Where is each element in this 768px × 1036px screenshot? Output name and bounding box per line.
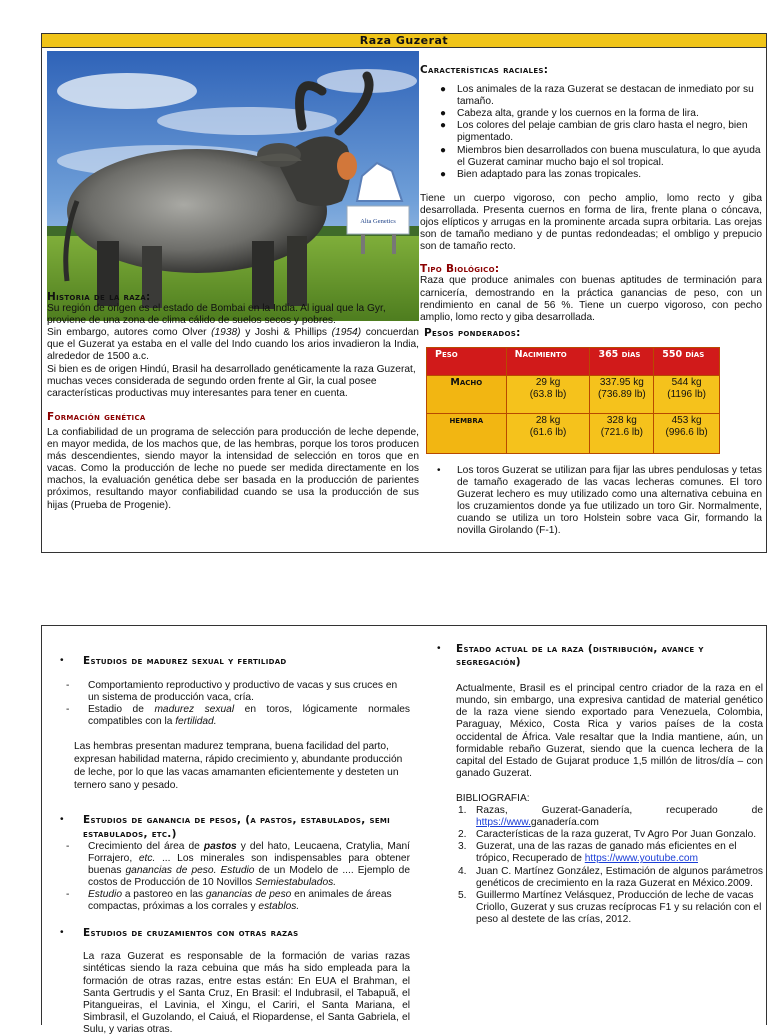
madurez-heading-row: • Estudios de madurez sexual y fertilidad [60, 655, 287, 667]
header-cell: Peso [427, 347, 507, 375]
list-item: 5. Guillermo Martínez Velásquez, Producción de leche de vacas Criollo, Guzerat y sus cruzas recíprocas F1 y su relación con el peso al destete de las crías, 2012. [458, 889, 762, 925]
bibliografia-list [437, 805, 763, 926]
table-row [427, 413, 720, 453]
row-label: Macho [427, 375, 507, 413]
list-item: ● Miembros bien desarrollados con buena musculatura, lo que ayuda el Guzerat caminar mucho bajo el sol tropical. [440, 144, 761, 168]
tipo-heading: Tipo Biológico: [420, 263, 500, 276]
header-cell: 365 días [590, 347, 654, 375]
estado-heading: Estado actual de la raza (distribución, avance y segregación) [456, 643, 704, 669]
formacion-heading: Formación genética [47, 410, 146, 423]
cruzamientos-text: La raza Guzerat es responsable de la formación de varias razas sintéticas siendo la raza cebuina que más ha sido empleada para la formación de otras razas, entre estas están: En EUA el Brahman, el Santa Gertrudis y el Santa Cruz, En Brasil: el Indubrasil, el Tabapuã, el Pitangueiras, el Lavinia, el Xingu, el Cariri, el Santa Mariana, el Simbrasil, el Guzolando, el Caiuá, el Riopardense, el Santa Gabriela, el Sulu, y varias otras. [83, 951, 410, 1035]
toros-list [437, 464, 762, 538]
ganancia-list [60, 841, 410, 914]
bottom-panel [41, 625, 767, 1035]
madurez-paragraph: Las hembras presentan madurez temprana, buena facilidad del parto, expresan habilidad materna, rápido crecimiento y, abundante producción de leche, por lo que las vacas amamanten eficientemente y desteten un ternero sano y pesado. [74, 741, 403, 792]
madurez-heading: Estudios de madurez sexual y fertilidad [83, 655, 287, 667]
table-cell: 328 kg (721.6 lb) [590, 413, 654, 453]
list-item: 2. Características de la raza guzerat, Tv Agro Por Juan Gonzalo. [458, 829, 757, 841]
table-cell: 337.95 kg (736.89 lb) [590, 375, 654, 413]
bibliografia-heading: BIBLIOGRAFIA: [456, 792, 530, 804]
table-cell: 453 kg (996.6 lb) [654, 413, 720, 453]
bib-link-1[interactable]: https://www. [476, 817, 531, 829]
pesos-table [426, 347, 720, 454]
historia-section [47, 291, 419, 512]
ganancia-heading-row: • Estudios de ganancia de pesos, (a pastos, estabulados, semi estabulados, etc.) [60, 814, 391, 840]
list-item: - Estadio de madurez sexual en toros, lógicamente normales compatibles con la fertilidad. [66, 704, 410, 728]
table-cell: 544 kg (1196 lb) [654, 375, 720, 413]
table-row [427, 375, 720, 413]
historia-p2: Sin embargo, autores como Olver (1938) y Joshi & Phillips (1954) concuerdan que el Guzerat ya estaba en el valle del Indo cuando los arios invadieron la India, alrededor de 1500 a.c. [47, 327, 419, 363]
page-title: Raza Guzerat [42, 34, 766, 48]
sign-text: Alta Genetics [360, 218, 396, 225]
top-panel [41, 33, 767, 553]
header-cell: Nacimiento [506, 347, 590, 375]
list-item: ● Bien adaptado para las zonas tropicales. [440, 168, 642, 180]
caracteristicas-list [440, 84, 762, 181]
ganancia-heading: Estudios de ganancia de pesos, (a pastos, estabulados, semi estabulados, etc.) [83, 814, 391, 840]
list-item: ● Los colores del pelaje cambian de gris claro hasta el negro, bien pigmentado. [440, 120, 748, 144]
table-cell: 28 kg (61.6 lb) [506, 413, 590, 453]
caracteristicas-section [420, 64, 762, 537]
cruzamientos-heading: Estudios de cruzamientos con otras razas [83, 927, 299, 940]
list-item: - Crecimiento del área de pastos y del hato, Leucaena, Cratylia, Maní Forrajero, etc. ... Los minerales son indispensables para obtener buenas ganancias de peso. Estudio de un Modelo de .... Ejemplo de costos de Producción de 10 Novillos Semiestabulados. [66, 840, 410, 888]
bib-link-3[interactable]: https://www.youtube.com [584, 853, 698, 865]
caracteristicas-heading: Características raciales: [420, 64, 549, 76]
table-cell: 29 kg (63.8 lb) [506, 375, 590, 413]
table-header-row [427, 347, 720, 375]
list-item: 1. Razas, Guzerat-Ganadería, recuperado de https://www.ganadería.com [458, 805, 763, 829]
cruzamientos-heading-row: • Estudios de cruzamientos con otras razas [60, 927, 299, 940]
list-item: • Los toros Guzerat se utilizan para fijar las ubres pendulosas y tetas de tamaño exagerado de las vacas lecheras comunes. El toro Guzerat lechero es muy utilizado como una alternativa cebuina en los cruzamientos donde ya fue utilizado un toro Gir. Normalmente, cuando se utiliza un toro Holstein sobre vaca Gir, formando la novilla Girolando (F-1). [437, 464, 762, 537]
historia-heading: Historia de la raza: [47, 291, 151, 303]
bull-photo [47, 51, 419, 321]
list-item: ● Los animales de la raza Guzerat se destacan de inmediato por su tamaño. [440, 84, 754, 108]
historia-p1: Su región de origen es el estado de Bombai en la India. Al igual que la Gyr, proviene de una zona de clima cálido de suelos secos y pobres. [47, 303, 386, 327]
tipo-text: Raza que produce animales con buenas aptitudes de terminación para carnicería, demostrando en la práctica ganancias de peso, con un rendimiento en canal de 56 %. Tiene un cuerpo vigoroso, con pecho amplio, lomo recto y giba desarrollada. [420, 275, 762, 323]
bottom-left-column [60, 655, 410, 1036]
list-item: - Estudio a pastoreo en las ganancias de peso en animales de áreas compactas, próximas a los corrales y establos. [66, 889, 392, 913]
pesos-heading: Pesos ponderados: [424, 326, 521, 339]
header-cell: 550 días [654, 347, 720, 375]
caracteristicas-paragraph: Tiene un cuerpo vigoroso, con pecho amplio, lomo recto y giba desarrollada. Presenta cuernos en forma de lira, frente plana o cóncava, ojos elípticos y arrugas en la prominente arcada supra orbitaria. Las orejas son de tamaño mediano y de puntas redondeadas; el ombligo y prepucio son de tamaño recto. [420, 192, 762, 253]
bottom-right-column [437, 643, 763, 926]
row-label: hembra [427, 413, 507, 453]
madurez-list [60, 680, 410, 728]
list-item: - Comportamiento reproductivo y productivo de vacas y sus cruces en un sistema de producción vaca, cría. [66, 680, 398, 704]
list-item: ● Cabeza alta, grande y los cuernos en la forma de lira. [440, 108, 699, 120]
estado-heading-row: • Estado actual de la raza (distribución, avance y segregación) [437, 643, 704, 669]
estado-text: Actualmente, Brasil es el principal centro criador de la raza en el mundo, sin embargo, una expresiva cantidad de material genético de la raza viene siendo exportado para Venezuela, Colombia, Paraguay, México, Costa Rica y varios países de la costa occidental de África. Vale resaltar que la India mantiene, aún, un formidable rebaño Guzerat, siendo que la cuenca lechera de la capital del Estado de Gujarat produce 1,5 millón de litros/día – con ganado Guzerat. [456, 683, 763, 779]
list-item: 4. Juan C. Martínez González, Estimación de algunos parámetros genéticos de crecimiento en la raza Guzerat en México.2009. [458, 865, 763, 889]
formacion-text: La confiabilidad de un programa de selección para producción de leche depende, en mayor medida, de los machos que, de las hembras, porque los toros producen más descendientes, siendo mayor la intensidad de selección en toros que en vacas. Como la producción de leche no puede ser medida directamente en los machos, la evaluación genética debe ser basada en la producción de parientes próximos, resultando mayor confiabilidad cuando se usa la producción de sus hijas (Prueba de Progenie). [47, 426, 419, 511]
list-item: 3. Guzerat, una de las razas de ganado más eficientes en el trópico, Recuperado de https://www.youtube.com [458, 841, 737, 865]
historia-p3: Si bien es de origen Hindú, Brasil ha desarrollado genéticamente la raza Guzerat, muchas veces considerada de segundo orden frente al Gir, la cual posee características productivas muy interesantes para tener en cuenta. [47, 363, 416, 399]
